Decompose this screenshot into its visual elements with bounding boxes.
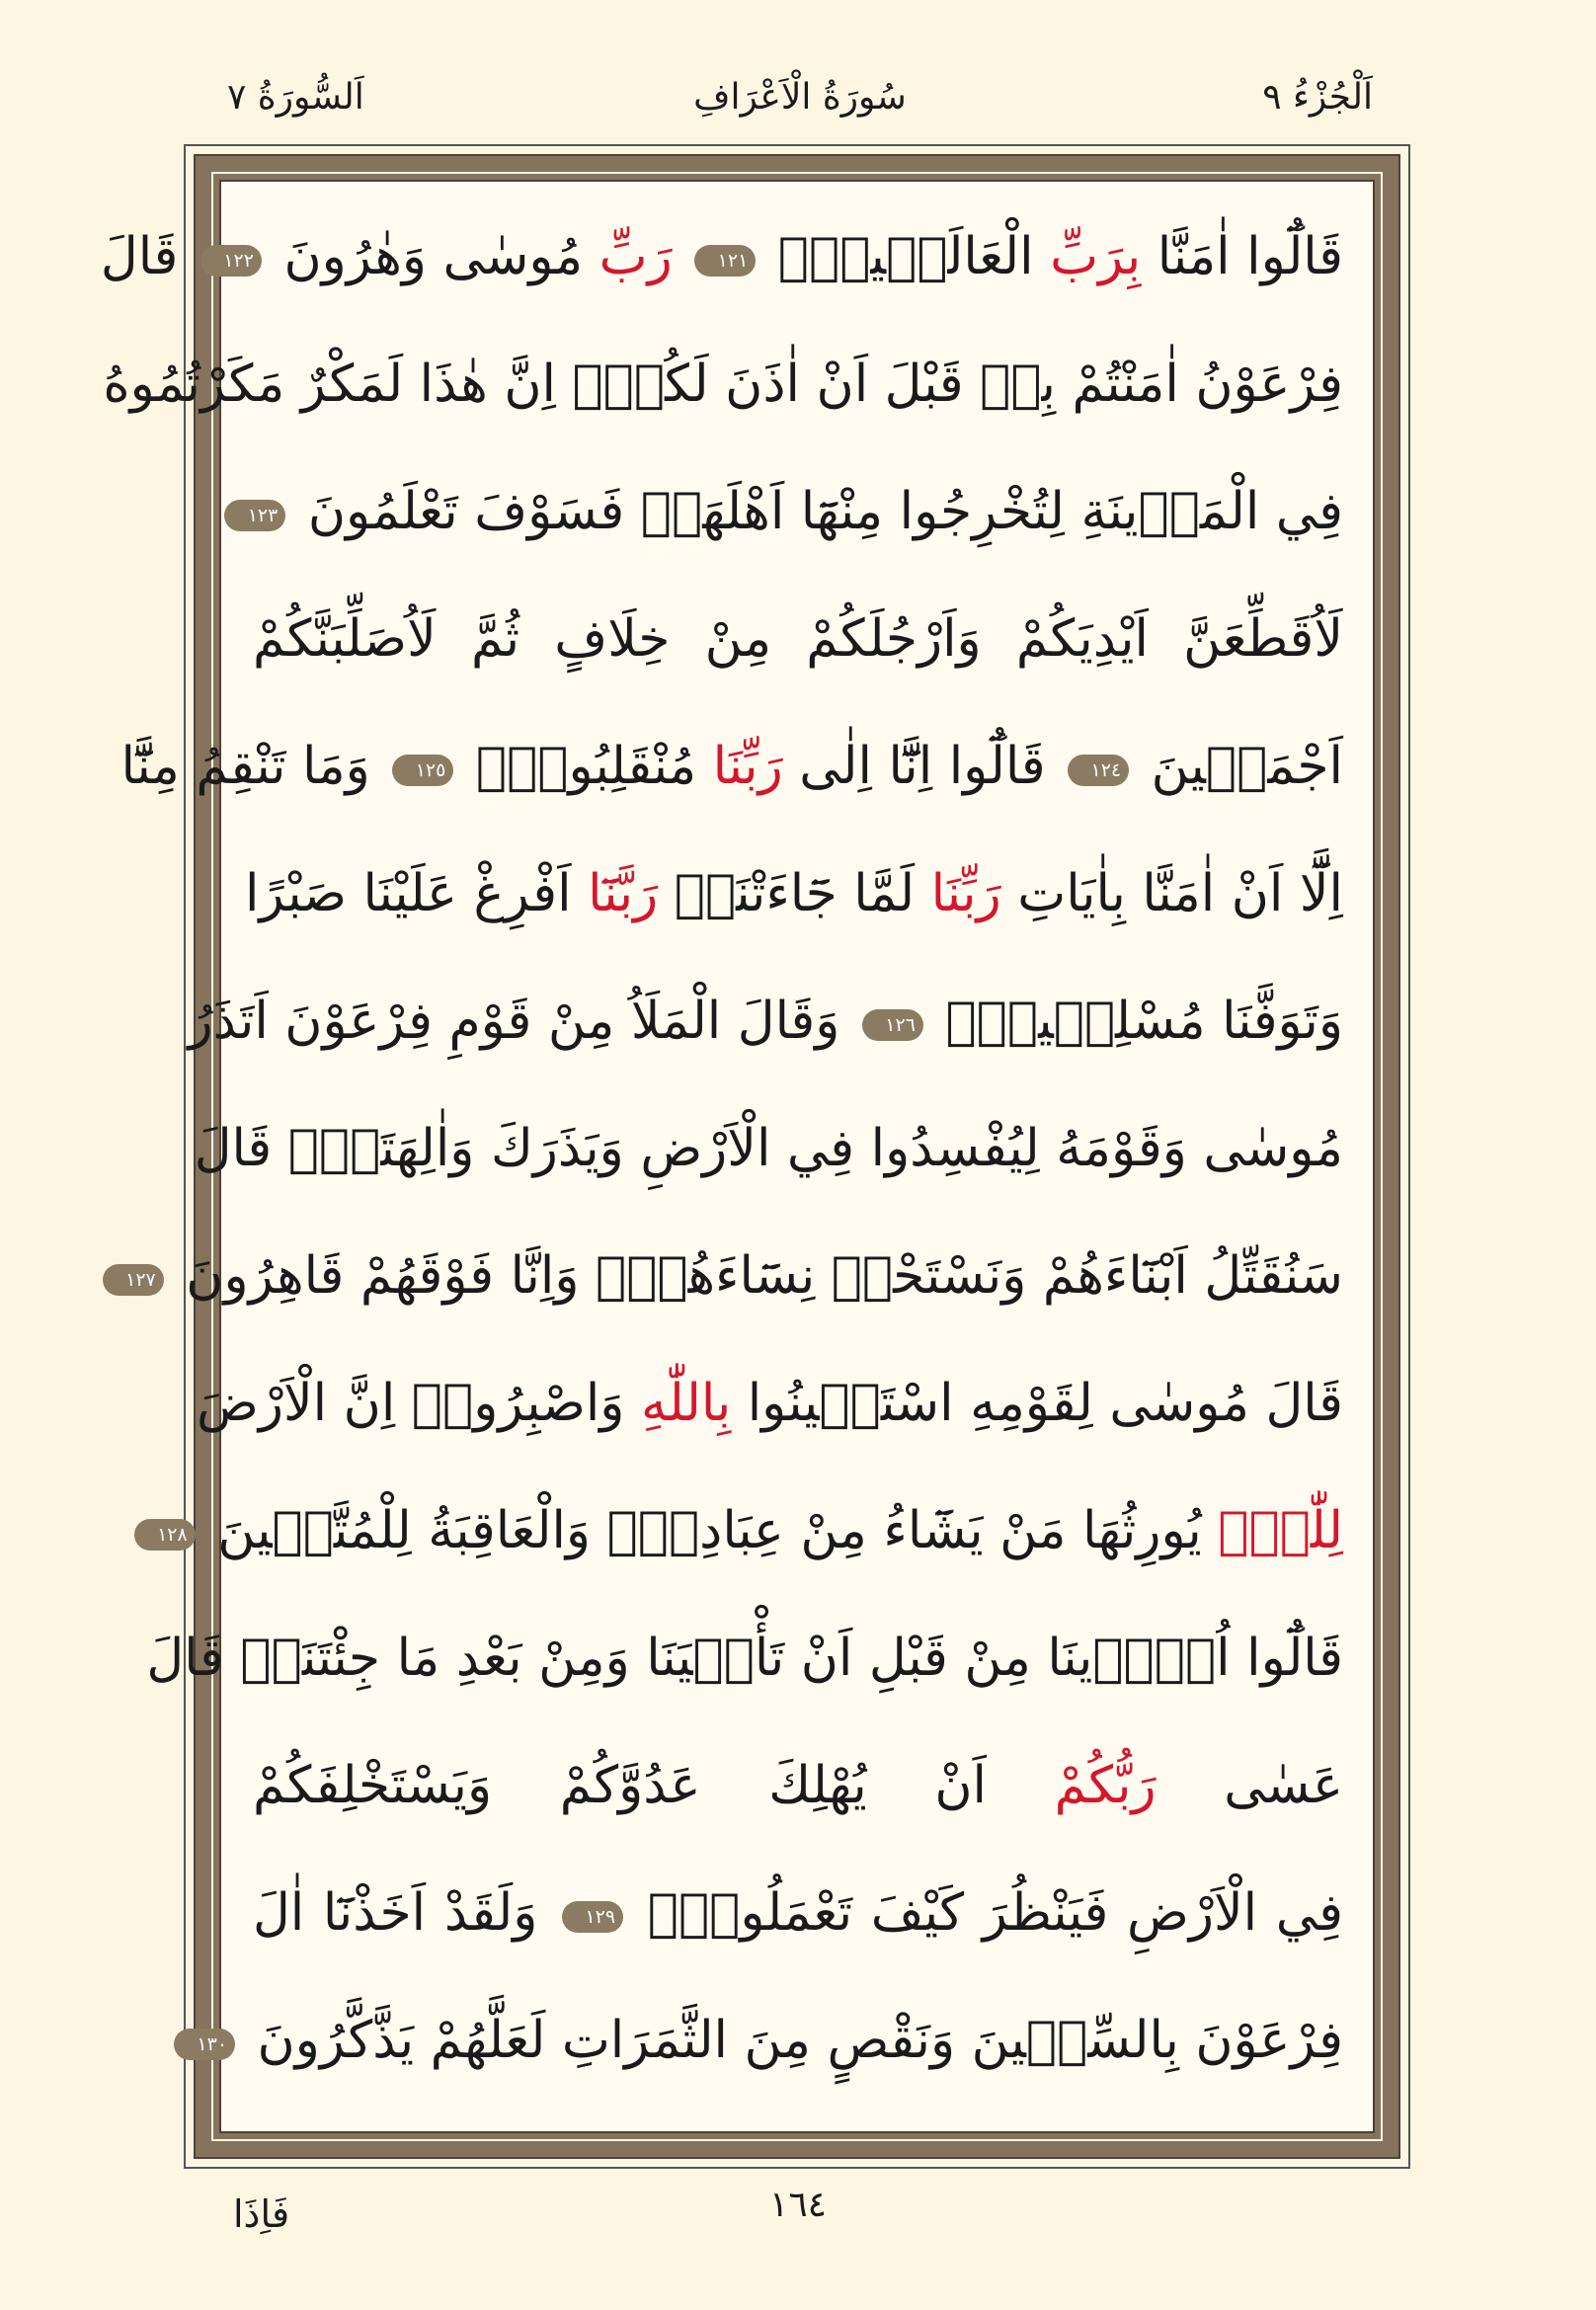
juz-label: اَلْجُزْءُ ٩: [1262, 77, 1373, 118]
verse-text: اِلَّٓا اَنْ اٰمَنَّا بِاٰيَاتِ: [1000, 864, 1343, 923]
verse-text: قَالَ: [100, 227, 195, 286]
text-line: [197, 1340, 1343, 1468]
verse-text: وَلَقَدْ اَخَذْنَٓا اٰلَ: [253, 1883, 557, 1943]
verse-text: سَنُقَتِّلُ اَبْنَٓاءَهُمْ وَنَسْتَحْي۪ نِسَٓاءَهُمْۚ وَاِنَّا فَوْقَهُمْ قَاهِرُونَ: [169, 1246, 1343, 1306]
verse-text: قَالَ مُوسٰى لِقَوْمِهِ اسْتَع۪ينُوا: [731, 1374, 1343, 1433]
divine-name-text: رَبِّنَا: [930, 864, 1001, 923]
verse-text: الْعَالَم۪ينَۙ: [761, 227, 1051, 286]
verse-text: قَالُٓوا اُو۫ذ۪ينَا مِنْ قَبْلِ اَنْ تَأْت۪يَنَا وَمِنْ بَعْدِ مَا جِئْتَنَاۜ قَالَ: [146, 1629, 1343, 1688]
verse-text: اَنْ يُهْلِكَ عَدُوَّكُمْ وَيَسْتَخْلِفَكُمْ: [253, 1756, 1055, 1815]
text-line: [188, 958, 1343, 1085]
verse-text: قَالُٓوا اٰمَنَّا: [1141, 227, 1343, 286]
quran-text: [100, 194, 1344, 2119]
ayah-number-marker: ١٢٦: [862, 1009, 923, 1041]
verse-text: فِرْعَوْنَ بِالسِّن۪ينَ وَنَقْصٍ مِنَ الثَّمَرَاتِ لَعَلَّهُمْ يَذَّكَّرُونَ: [241, 2011, 1343, 2070]
ayah-number-marker: ١٢٤: [1068, 755, 1129, 786]
verse-text: فِرْعَوْنُ اٰمَنْتُمْ بِه۪ قَبْلَ اَنْ اٰذَنَ لَكُمْۚ اِنَّ هٰذَا لَمَكْرٌ مَكَرْتُمُوهُ: [103, 355, 1343, 414]
surah-number-label: اَلسُّورَةُ ٧: [227, 77, 364, 118]
divine-name-text: رَبِّنَا: [712, 737, 783, 796]
text-line: [100, 194, 1343, 321]
ayah-number-marker: ١٣٠: [174, 2029, 235, 2060]
ayah-number-marker: ١٢٣: [224, 500, 285, 531]
ayah-number-marker: ١٢٩: [562, 1901, 623, 1933]
divine-name-text: بِرَبِّ: [1050, 227, 1142, 286]
text-line: [146, 1595, 1343, 1722]
surah-title: سُورَةُ الْاَعْرَافِ: [693, 77, 907, 118]
verse-text: مُوسٰى وَهٰرُونَ: [267, 227, 599, 286]
text-line: [253, 1850, 1343, 1977]
text-line: [253, 576, 1343, 703]
divine-name-text: رَبَّنَٓا: [588, 864, 659, 923]
divine-name-text: لِلّٰهِ: [1218, 1501, 1343, 1560]
verse-text: وَتَوَفَّنَا مُسْلِم۪ينَ۟: [928, 992, 1343, 1051]
ayah-number-marker: ١٢٥: [392, 755, 453, 786]
verse-text: قَالُٓوا اِنَّٓا اِلٰى: [782, 737, 1063, 796]
verse-text: فِي الْمَد۪ينَةِ لِتُخْرِجُوا مِنْهَٓا اَهْلَهَاۚ فَسَوْفَ تَعْلَمُونَ: [291, 482, 1343, 541]
verse-text: لَاُقَطِّعَنَّ اَيْدِيَكُمْ وَاَرْجُلَكُمْ مِنْ خِلَافٍ ثُمَّ لَاُصَلِّبَنَّكُمْ: [253, 609, 1343, 669]
text-line: [253, 1722, 1343, 1850]
ayah-number-marker: ١٢٢: [200, 245, 262, 277]
verse-text: [673, 227, 689, 286]
text-line: [157, 1468, 1343, 1595]
divine-name-text: رَبُّكُمْ: [1054, 1756, 1157, 1815]
verse-text: مُنْقَلِبُونَۚ: [459, 737, 713, 796]
verse-text: اَجْمَع۪ينَ: [1135, 737, 1343, 796]
verse-text: وَمَا تَنْقِمُ مِنَّٓا: [120, 737, 387, 796]
verse-text: مُوسٰى وَقَوْمَهُ لِيُفْسِدُوا فِي الْاَرْضِ وَيَذَرَكَ وَاٰلِهَتَكَۜ قَالَ: [194, 1119, 1343, 1178]
page-number: ١٦٤: [768, 2185, 828, 2225]
text-line: [125, 1213, 1343, 1340]
ayah-number-marker: ١٢٨: [134, 1519, 196, 1551]
divine-name-text: رَبِّ: [598, 227, 673, 286]
text-line: [103, 321, 1343, 448]
verse-text: وَاصْبِرُواۚ اِنَّ الْاَرْضَ: [197, 1374, 641, 1433]
verse-text: اَفْرِغْ عَلَيْنَا صَبْرًا: [245, 864, 589, 923]
verse-text: عَسٰى: [1156, 1756, 1343, 1815]
text-line: [194, 1085, 1343, 1213]
ayah-number-marker: ١٢١: [694, 245, 756, 277]
divine-name-text: بِاللّٰهِ: [640, 1374, 732, 1433]
verse-text: ۙ يُورِثُهَا مَنْ يَشَٓاءُ مِنْ عِبَادِه۪ۜ وَالْعَاقِبَةُ لِلْمُتَّق۪ينَ: [200, 1501, 1219, 1560]
ayah-number-marker: ١٢٧: [103, 1264, 164, 1296]
verse-text: وَقَالَ الْمَلَاُ مِنْ قَوْمِ فِرْعَوْنَ اَتَذَرُ: [188, 992, 856, 1051]
catchword: فَاِذَا: [233, 2192, 290, 2236]
text-line: [197, 1977, 1343, 2105]
text-line: [247, 448, 1343, 576]
verse-text: لَمَّا جَٓاءَتْنَاۜ: [658, 864, 931, 923]
page-header: [227, 69, 1373, 138]
verse-text: فِي الْاَرْضِ فَيَنْظُرَ كَيْفَ تَعْمَلُونَ۟: [629, 1883, 1344, 1943]
text-line: [245, 831, 1343, 958]
text-line: [120, 703, 1343, 831]
